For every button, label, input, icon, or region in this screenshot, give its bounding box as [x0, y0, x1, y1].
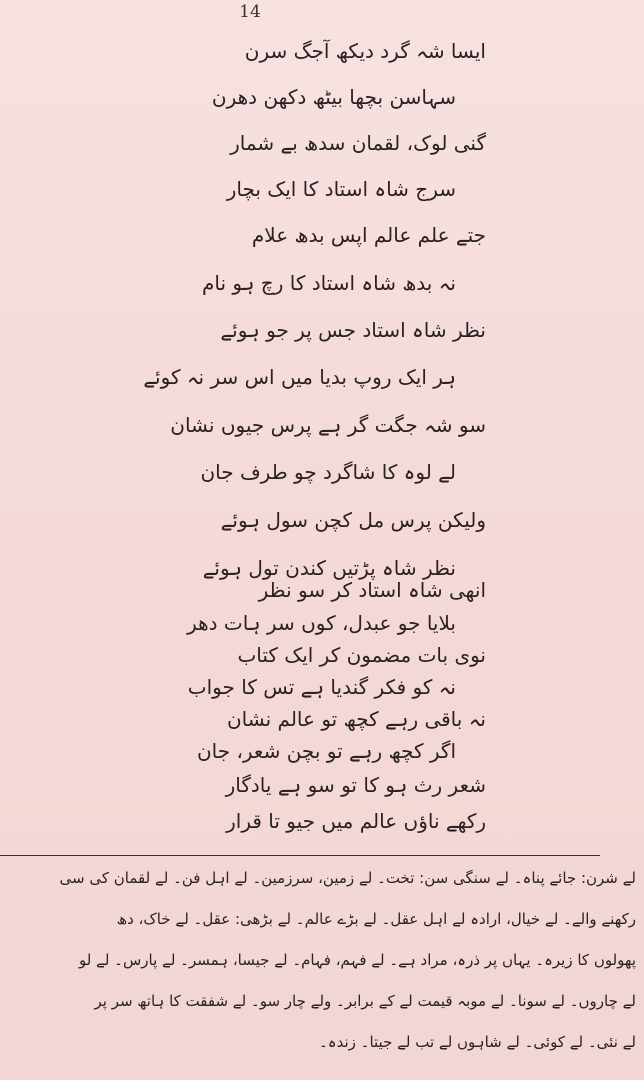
verse-line: نہ بدھ شاہ استاد کا رچ ہو نام [201, 271, 456, 295]
verse-line: نہ کو فکر گندیا ہے تس کا جواب [187, 675, 456, 699]
verse-line: ولیکن پرس مل کچن سول ہوئے [220, 508, 486, 532]
verse-line: ایسا شہ گرد دیکھ آجگ سرن [244, 39, 486, 63]
verse-line: سہاسن بچھا بیٹھ دکھن دھرن [211, 85, 456, 109]
verse-line: نہ باقی رہے کچھ تو عالم نشان [226, 707, 486, 731]
footnote-line: لے شرن: جائے پناہ۔ لے سنگی سن: تخت۔ لے زمین، سرزمین۔ لے اہل فن۔ لے لقمان کی سی [59, 869, 636, 887]
footnote-line: لے نئی۔ لے کوئی۔ لے شاہوں لے تب لے جیتا۔ زندہ۔ [319, 1033, 636, 1051]
verse-line: گنی لوک، لقمان سدھ بے شمار [230, 131, 486, 155]
verse-line: رکھے ناؤں عالم میں جیو تا قرار [226, 809, 486, 833]
verse-line: لے لوہ کا شاگرد چو طرف جان [200, 460, 456, 484]
footnote-line: پھولوں کا زیرہ۔ یہاں پر ذرہ، مراد ہے۔ لے فہم، فہام۔ لے جیسا، ہمسر۔ لے پارس۔ لے لو [78, 951, 636, 969]
page-number: 14 [239, 2, 261, 22]
verse-line: نوی بات مضمون کر ایک کتاب [237, 643, 486, 667]
verse-line: اگر کچھ رہے تو بچن شعر، جان [196, 739, 456, 763]
footnote-divider [0, 855, 600, 856]
footnote-line: رکھنے والے۔ لے خیال، ارادہ لے اہل عقل۔ لے بڑے عالم۔ لے بڑھی: عقل۔ لے خاک، دھ [116, 910, 636, 928]
verse-line: نظر شاہ استاد جس پر جو ہوئے [220, 318, 486, 342]
verse-line: شعر رث ہو کا تو سو ہے یادگار [225, 773, 486, 797]
verse-line: بلایا جو عبدل، کوں سر ہات دھر [187, 611, 456, 635]
verse-line: انھی شاہ استاد کر سو نظر [258, 578, 486, 602]
footnote-line: لے چاروں۔ لے سونا۔ لے موبہ قیمت لے کے برابر۔ ولے چار سو۔ لے شفقت کا ہاتھ سر پر [94, 992, 636, 1010]
verse-line: سرج شاہ استاد کا ایک بچار [226, 177, 456, 201]
verse-line: ہر ایک روپ بدیا میں اس سر نہ کوئے [143, 365, 456, 389]
verse-line: نظر شاہ پڑتیں کندن تول ہوئے [202, 556, 456, 580]
verse-line: جتے علم عالم اپس بدھ علام [251, 223, 486, 247]
verse-line: سو شہ جگت گر ہے پرس جیوں نشان [170, 413, 486, 437]
